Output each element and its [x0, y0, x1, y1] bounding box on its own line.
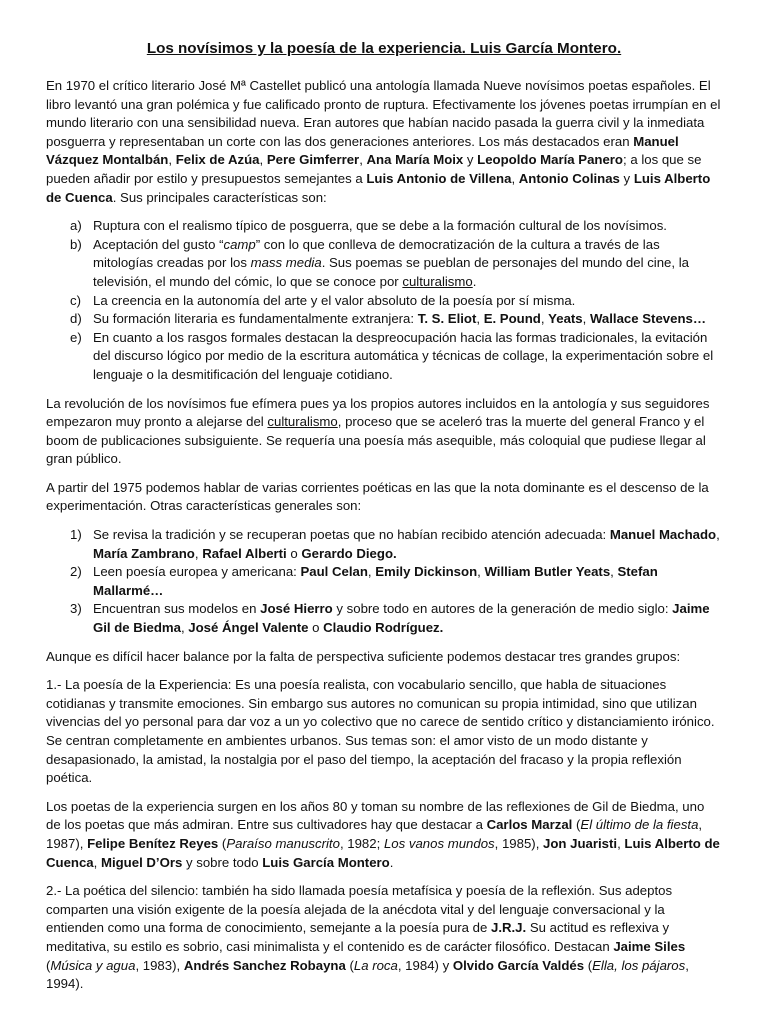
- text-run: ,: [582, 311, 590, 327]
- author-name: Olvido García Valdés: [452, 957, 585, 973]
- author-name: José Hierro: [260, 601, 333, 617]
- text-run: ,: [194, 545, 203, 561]
- author-name: Felix de Azúa: [175, 152, 260, 168]
- text-run: Leen poesía europea y americana:: [93, 564, 301, 580]
- text-run: , 1983),: [135, 957, 184, 973]
- text-run: y sobre todo en autores de la generación de medio siglo:: [332, 601, 673, 617]
- text-run: Encuentran sus modelos en: [93, 601, 261, 617]
- author-name: Leopoldo María Panero: [477, 152, 623, 168]
- text-run: ,: [610, 564, 618, 580]
- list-item-text: Ruptura con el realismo típico de posguerra, que se debe a la formación cultural de los novísimos.: [93, 218, 667, 234]
- text-run: ,: [367, 564, 376, 580]
- text-run: ,: [93, 854, 101, 870]
- text-run: y: [463, 152, 478, 168]
- text-run: (: [46, 957, 51, 973]
- text-run: ,: [716, 527, 720, 543]
- list-item: [46, 563, 722, 600]
- text-run: y: [619, 170, 634, 186]
- author-name: E. Pound: [483, 311, 541, 327]
- text-run: ,: [359, 152, 367, 168]
- author-name: Paul Celan: [300, 564, 368, 580]
- author-name: Carlos Marzal: [486, 817, 573, 833]
- list-item: [46, 217, 722, 236]
- text-run: 2.- La poética del silencio: también ha sido llamada poesía metafísica y poesía de la reflexión. Sus adeptos comparten una visión exigente de la poesía alejada de la anécdota vital y del lenguaje conversacional y la entienden como una forma de conocimiento, semejante a la poesía pura de: [46, 883, 673, 936]
- general-characteristics-list: [46, 526, 722, 638]
- list-item: [46, 329, 722, 385]
- text-run: , 1994).: [46, 957, 689, 992]
- text-run: . Sus poemas se pueblan de personajes del mundo del cine, la televisión, el mundo del cómic, lo que se conoce por: [93, 255, 689, 289]
- text-run: Su formación literaria es fundamentalmente extranjera:: [93, 311, 418, 327]
- text-run: ” con lo que conlleva de democratización de la cultura a través de las mitologías creadas por los: [93, 236, 660, 271]
- text-run: o: [286, 545, 302, 561]
- text-run: .: [439, 620, 444, 636]
- list-item-text: La creencia en la autonomía del arte y el valor absoluto de la poesía por sí misma.: [93, 292, 576, 308]
- text-run: o: [308, 620, 324, 636]
- document-title: Los novísimos y la poesía de la experiencia. Luis García Montero.: [146, 40, 622, 57]
- text-run: ,: [617, 835, 625, 851]
- text-run: Los poetas de la experiencia surgen en los años 80 y toman su nombre de las reflexiones de Gil de Biedma, uno de los poetas que más admiran. Entre sus cultivadores hay que destacar a: [46, 798, 705, 833]
- author-name: Andrés Sanchez Robayna: [183, 957, 346, 973]
- intro-paragraph: [46, 77, 722, 207]
- text-run: ,: [540, 311, 549, 327]
- work-title: La roca: [353, 957, 398, 973]
- text-run: ,: [476, 311, 484, 327]
- author-name: Stefan Mallarmé…: [93, 564, 658, 598]
- work-title: Los vanos mundos: [383, 835, 495, 851]
- text-run: (: [345, 957, 354, 973]
- author-name: William Butler Yeats: [484, 564, 611, 580]
- author-name: Ana María Moix: [366, 152, 464, 168]
- text-run: (: [218, 835, 227, 851]
- author-name: Luis Antonio de Villena: [366, 170, 512, 186]
- author-name: Jaime Siles: [613, 938, 686, 954]
- text-run: (: [572, 817, 581, 833]
- author-name: Luis Alberto de Cuenca: [46, 170, 711, 205]
- text-run: ; a los que se pueden añadir por estilo y presupuestos semejantes a: [46, 152, 702, 186]
- author-name: Antonio Colinas: [518, 170, 620, 186]
- list-marker: b): [70, 236, 82, 252]
- author-name: Pere Gimferrer: [266, 152, 360, 168]
- work-title: El último de la fiesta: [580, 817, 699, 833]
- author-name: Manuel Vázquez Montalbán: [46, 133, 679, 168]
- author-name: Claudio Rodríguez: [323, 620, 440, 636]
- underlined-term: culturalismo: [267, 414, 338, 430]
- list-marker: e): [70, 329, 82, 345]
- text-run: . Sus principales características son:: [112, 189, 327, 205]
- experience-paragraph: 1.- La poesía de la Experiencia: Es una poesía realista, con vocabulario sencillo, que habla de situaciones cotidianas y transmite emociones. Sin embargo sus autores no comunican su propia intimidad, sino que utilizan vivencias del yo personal para dar voz a un yo colectivo que no carece de sentido crítico y distanciamiento irónico. Se centran completamente en ambientes urbanos. Sus temas son: el amor visto de un modo distante y desapasionado, la amistad, la nostalgia por el paso del tiempo, la aceptación del fracaso y la propia reflexión poética.: [46, 677, 715, 786]
- text-run: ,: [180, 620, 189, 636]
- author-name: Yeats: [548, 311, 583, 327]
- text-run: La revolución de los novísimos fue efímera pues ya los propios autores incluidos en la antología y sus seguidores empezaron muy pronto a alejarse del: [46, 395, 710, 430]
- list-marker: 3): [70, 601, 82, 617]
- list-item: [46, 292, 722, 311]
- text-run: , 1985),: [494, 835, 544, 851]
- list-marker: 2): [70, 564, 82, 580]
- list-marker: c): [70, 292, 81, 308]
- currents-paragraph: A partir del 1975 podemos hablar de varias corrientes poéticas en las que la nota dominante es el descenso de la experimentación. Otras características generales son:: [46, 479, 709, 514]
- author-name: Miguel D’Ors: [100, 854, 183, 870]
- list-item: [46, 600, 722, 637]
- italic-term: mass media: [250, 255, 322, 271]
- work-title: Paraíso manuscrito: [226, 835, 340, 851]
- list-item: [46, 310, 722, 329]
- list-item: [46, 236, 722, 292]
- text-run: y sobre todo: [182, 854, 263, 870]
- author-name: Gerardo Diego: [301, 545, 394, 561]
- text-run: ,: [168, 152, 176, 168]
- list-item-text: En cuanto a los rasgos formales destacan la despreocupación hacia las formas tradicionales, la evitación del discurso lógico por medio de la escritura automática y técnicas de collage, la experimentación sobre el lenguaje o la desmitificación del lenguaje cotidiano.: [93, 329, 714, 382]
- text-run: .: [393, 545, 397, 561]
- groups-intro-paragraph: Aunque es difícil hacer balance por la falta de perspectiva suficiente podemos destacar tres grandes grupos:: [46, 648, 681, 664]
- author-name: José Ángel Valente: [188, 620, 309, 636]
- author-name: María Zambrano: [93, 545, 195, 561]
- work-title: Música y agua: [50, 957, 136, 973]
- text-run: , 1984) y: [397, 957, 453, 973]
- text-run: , 1987),: [46, 817, 703, 851]
- revolution-paragraph: [46, 395, 722, 469]
- underlined-term: culturalismo: [402, 273, 473, 289]
- author-name: J.R.J.: [491, 920, 527, 936]
- characteristics-list: [46, 217, 722, 384]
- list-item: [46, 526, 722, 563]
- author-name: Rafael Alberti: [202, 545, 287, 561]
- list-marker: a): [70, 218, 82, 234]
- text-run: (: [584, 957, 593, 973]
- italic-term: camp: [223, 236, 256, 252]
- work-title: Ella, los pájaros: [592, 957, 686, 973]
- author-name: Emily Dickinson: [375, 564, 478, 580]
- text-run: Se revisa la tradición y se recuperan poetas que no habían recibido atención adecuada:: [93, 527, 610, 543]
- author-name: T. S. Eliot: [417, 311, 477, 327]
- silence-paragraph: [46, 882, 722, 994]
- author-name: Wallace Stevens…: [589, 311, 707, 327]
- text-run: ,: [477, 564, 485, 580]
- text-run: , 1982;: [339, 835, 384, 851]
- text-run: Aceptación del gusto “: [93, 236, 224, 252]
- author-name: Jon Juaristi: [543, 835, 618, 851]
- author-name: Felipe Benítez Reyes: [87, 835, 219, 851]
- author-name: Manuel Machado: [609, 527, 717, 543]
- list-marker: d): [70, 311, 82, 327]
- author-name: Jaime Gil de Biedma: [93, 601, 710, 636]
- text-run: .: [472, 273, 477, 289]
- text-run: ,: [259, 152, 267, 168]
- text-run: Su actitud es reflexiva y meditativa, su estilo es sobrio, casi minimalista y el contenido es de carácter filosófico. Destacan: [46, 920, 670, 954]
- text-run: .: [389, 854, 394, 870]
- author-name: Luis García Montero: [262, 854, 390, 870]
- text-run: ,: [511, 170, 519, 186]
- author-name: Luis Alberto de Cuenca: [46, 835, 720, 870]
- list-marker: 1): [70, 527, 82, 543]
- text-run: , proceso que se aceleró tras la muerte del general Franco y el boom de publicaciones subsiguiente. Se requería una poesía más asequible, más coloquial que pudiese llegar al gran público.: [46, 414, 706, 467]
- text-run: En 1970 el crítico literario José Mª Castellet publicó una antología llamada Nueve novísimos poetas españoles. El libro levantó una gran polémica y fue calificado pronto de ruptura. Efectivamente los jóvenes poetas irrumpían en el mundo literario con una sensibilidad nueva. Eran autores que habían nacido pasada la guerra civil y la inmediata posguerra y representaban un corte con las dos generaciones anteriores. Los más destacados eran: [46, 78, 721, 149]
- experience-poets-paragraph: [46, 798, 722, 872]
